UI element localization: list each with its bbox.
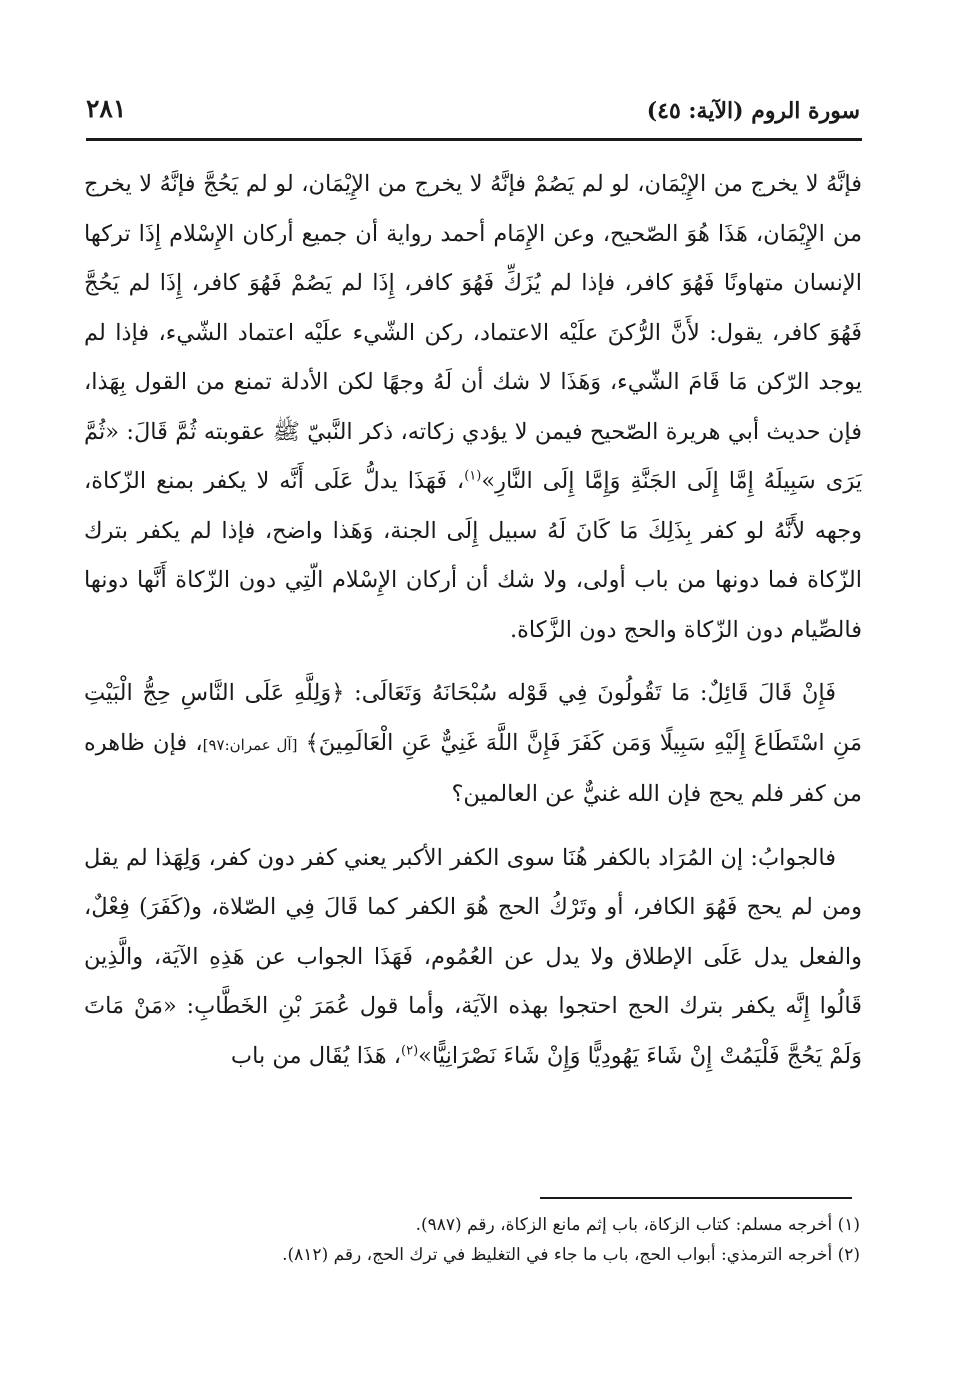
- verse-reference: [آل عمران:٩٧]: [202, 735, 298, 754]
- footnote-2: (٢) أخرجه الترمذي: أبواب الحج، باب ما جاء في التغليظ في ترك الحج، رقم (٨١٢).: [282, 1245, 860, 1265]
- hadith-quote: «ثُمَّ يَرَى سَبِيلَهُ إِمَّا إِلَى الجَنَّةِ وَإِمَّا إِلَى النَّارِ»: [84, 418, 862, 494]
- footnote-marker: (١): [464, 468, 482, 484]
- paragraph-text-after: ، هَذَا يُقَال من باب: [230, 1042, 402, 1069]
- running-header: [86, 94, 860, 134]
- paragraph-text: فإنَّهُ لا يخرج من الإِيْمَان، لو لم يَصُمْ فإنَّهُ لا يخرج من الإِيْمَان، لو لم يَحُجَّ فإنَّهُ لا يخرج من الإِيْمَان، هَذَا هُوَ الصّحيح، وعن الإِمَام أحمد رواية أن جميع أركان الإِسْلام إِذَا تركها الإنسان متهاونًا فَهُوَ كافر، فإذا لم يُزَكِّ فَهُوَ كافر، إِذَا لم يَصُمْ فَهُوَ كافر، إِذَا لم يَحُجَّ فَهُوَ كافر، يقول: لأَنَّ الرُّكنَ علَيْه الاعتماد، ركن الشّيء علَيْه اعتماد الشّيء، فإذا لم يوجد الرّكن مَا قَامَ الشّيء، وَهَذَا لا شك أن لَهُ وجهًا لكن الأدلة تمنع من القول بِهَذا، فإن حديث أبي هريرة الصّحيح فيمن لا يؤدي زكاته، ذكر النَّبيّ ﷺ عقوبته ثُمَّ قَالَ:: [84, 171, 862, 445]
- paragraph-2: [84, 669, 862, 820]
- paragraph-text: فَإِنْ قَالَ قَائِلٌ: مَا تَقُولُونَ فِي قَوْله سُبْحَانَهُ وَتَعَالَى:: [344, 680, 836, 706]
- paragraph-text: فالجوابُ: إن المُرَاد بالكفر هُنَا سوى الكفر الأكبر يعني كفر دون كفر، وَلِهَذا لم يقل ومن لم يحج فَهُوَ الكافر، أو وتَرْكُ الحج هُوَ الكفر كما قَالَ فِي الصّلاة، و(كَفَرَ) فِعْلٌ، والفعل يدل عَلَى الإطلاق ولا يدل عن العُمُوم، فَهَذَا الجواب عن هَذِهِ الآيَة، والَّذِين قَالُوا إِنَّه يكفر بترك الحج احتجوا بهذه الآيَة، وأما قول عُمَرَ بْنِ الخَطَّابِ:: [84, 844, 862, 1019]
- header-divider: [86, 138, 862, 141]
- footnote-marker: (٢): [401, 1043, 419, 1058]
- page-number: ٢٨١: [86, 94, 127, 123]
- footnotes: [100, 1210, 860, 1270]
- surah-title: سورة الروم (الآية: ٤٥): [646, 98, 860, 124]
- paragraph-3: [84, 834, 862, 1082]
- footnote-divider: [540, 1197, 852, 1199]
- paragraph-text-after: ، فإن ظاهره من كفر فلم يحج فإن الله غنيٌّ عن العالمين؟: [84, 729, 862, 807]
- quran-verse: ﴿وَلِلَّهِ عَلَى النَّاسِ حِجُّ الْبَيْتِ مَنِ اسْتَطَاعَ إِلَيْهِ سَبِيلًا وَمَن كَفَرَ فَإِنَّ اللَّهَ غَنِيٌّ عَنِ الْعَالَمِينَ﴾: [84, 680, 862, 756]
- paragraph-text-after: ، فَهَذَا يدلُّ عَلَى أَنَّه لا يكفر بمنع الزّكاة، وجهه لأَنَّهُ لو كفر بِذَلِكَ مَا كَانَ لَهُ سبيل إِلَى الجنة، وَهَذا واضح، فإذا لم يكفر بترك الزّكاة فما دونها من باب أولى، ولا شك أن أركان الإِسْلام الّتِي دون الزّكاة أَنَّها دونها فالصِّيام دون الزّكاة والحج دون الزَّكاة.: [84, 468, 862, 643]
- paragraph-1: [84, 160, 862, 655]
- athar-quote: «مَنْ مَاتَ وَلَمْ يَحُجَّ فَلْيَمُتْ إِنْ شَاءَ يَهُودِيًّا وَإِنْ شَاءَ نَصْرَانِيًّا»: [84, 993, 862, 1069]
- main-text: [84, 160, 862, 1081]
- footnote-1: (١) أخرجه مسلم: كتاب الزكاة، باب إثم مانع الزكاة، رقم (٩٨٧).: [415, 1215, 860, 1235]
